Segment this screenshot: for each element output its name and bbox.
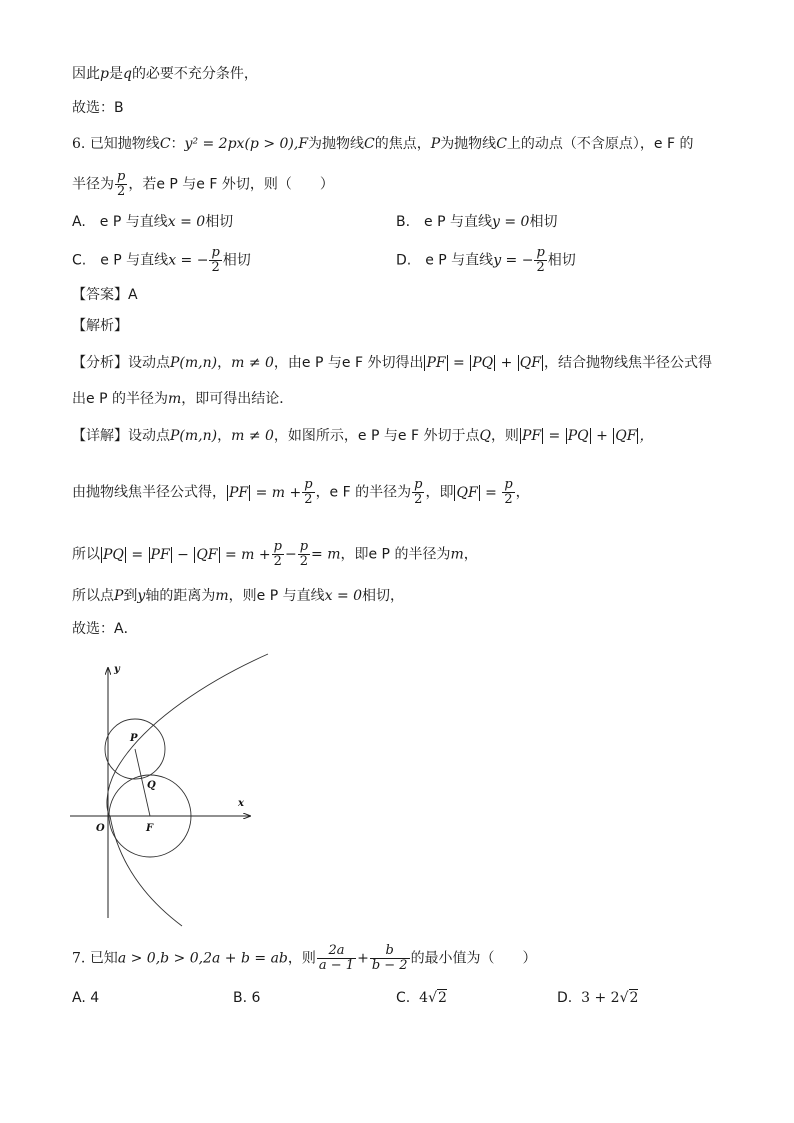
fraction-denominator: 2 <box>272 554 284 569</box>
q7-option-b: B. 6 <box>233 990 261 1006</box>
q6-text: ，若 <box>128 176 157 193</box>
q6-var: P <box>430 136 441 152</box>
label-x: x <box>238 798 244 809</box>
q6-text: e F 的 <box>653 136 694 152</box>
fenxi-label: 【分析】 <box>72 355 128 371</box>
fenxi-text: ，结合抛物线焦半径公式得 <box>543 355 712 371</box>
frac-p2 <box>298 540 310 569</box>
parabola-curve <box>107 654 268 926</box>
fenxi-text: 出e P 的半径为 <box>72 391 168 407</box>
option-equation: x = − <box>168 252 209 269</box>
xiangjie-line3 <box>72 540 478 569</box>
fenxi-line2 <box>72 389 293 409</box>
option-label: C. <box>396 990 411 1006</box>
option-text: 相切 <box>547 252 576 269</box>
xj-text: 所以 <box>72 546 100 563</box>
q6-text: 为抛物线 <box>440 136 497 152</box>
label-p: P <box>130 733 138 744</box>
fraction-numerator: p <box>273 539 282 554</box>
q7-option-a: A. 4 <box>72 990 100 1006</box>
answer-value: A <box>128 287 138 303</box>
xiangjie-line1 <box>72 426 653 446</box>
abs-pf: PF <box>229 484 249 501</box>
q6-text: 已知抛物线 <box>89 136 160 152</box>
q6-var: C <box>364 136 375 152</box>
xj-cond: m ≠ 0 <box>231 428 274 444</box>
q6-fraction <box>115 170 127 199</box>
q6-equation: y² = 2px(p > 0),F <box>184 136 309 152</box>
fraction-numerator: p <box>117 169 126 184</box>
frac-p2 <box>302 478 314 507</box>
xj-text: 到 <box>123 588 138 604</box>
fenxi-text: ，由e P 与e F 外切得出 <box>273 355 424 371</box>
fraction-denominator: 2 <box>412 492 424 507</box>
option-equation: y = 0 <box>492 214 530 230</box>
q7-option-c <box>396 988 447 1008</box>
xj-text: ，即 <box>425 484 454 501</box>
xj-var: y <box>137 588 146 604</box>
fraction-denominator: 2 <box>115 184 127 199</box>
xiangjie-line2 <box>72 478 530 507</box>
q6-text: 半径为 <box>72 176 114 193</box>
label-f: F <box>146 823 154 834</box>
q6-var: C <box>496 136 507 152</box>
plus-sign: + <box>357 950 369 967</box>
option-coef: 4 <box>419 990 429 1006</box>
answer-label: 【答案】 <box>72 287 128 303</box>
intro-text: 因此 <box>72 66 100 82</box>
fraction-numerator: p <box>299 539 309 554</box>
xj-var: P <box>114 588 124 604</box>
abs-pf: PF <box>150 546 170 563</box>
option-text: 相切 <box>205 214 234 230</box>
q7-option-d <box>557 988 638 1008</box>
xj-text: ，则 <box>490 428 519 444</box>
abs-pf: PF <box>426 355 446 371</box>
q7-fraction-1 <box>317 944 356 973</box>
q7-text: 的最小值为（ ） <box>410 950 537 967</box>
xj-text: ， <box>217 428 232 444</box>
fraction-numerator: b <box>385 943 394 958</box>
xj-var: m <box>450 546 464 563</box>
q7-equation: a > 0,b > 0,2a + b = ab <box>117 950 288 967</box>
q6-text: e P 与e F 外切，则（ ） <box>156 176 334 193</box>
xj-text: 相切， <box>362 588 405 604</box>
fraction-numerator: p <box>414 477 423 492</box>
abs-pq: PQ <box>567 428 589 444</box>
label-q: Q <box>147 780 156 791</box>
option-text: 相切 <box>529 214 558 230</box>
q6-stem-line1 <box>72 134 693 154</box>
xj-text: 所以点 <box>72 588 114 604</box>
eq-part: = m <box>311 546 341 563</box>
fraction-denominator: 2 <box>298 554 310 569</box>
sqrt-sign: √ <box>428 990 437 1006</box>
xj-equation <box>226 485 301 501</box>
intro-answer: 故选：B <box>72 100 124 116</box>
q6-text: 的焦点， <box>374 136 431 152</box>
intro-var-p: p <box>100 66 109 82</box>
intro-line <box>72 64 258 84</box>
fraction-numerator: p <box>504 477 513 492</box>
option-expr: 3 + 2 <box>581 990 620 1006</box>
option-text: 相切 <box>222 252 251 269</box>
answer-line <box>72 285 138 305</box>
q6-option-b <box>396 212 557 232</box>
abs-pq: PQ <box>103 546 124 563</box>
label-o: O <box>96 823 105 834</box>
fraction-denominator: 2 <box>302 492 314 507</box>
fraction-numerator: p <box>304 477 313 492</box>
xj-var: Q <box>479 428 491 444</box>
xj-text: ， <box>515 484 530 501</box>
fenxi-text: 设动点 <box>128 355 170 371</box>
xj-text: ，e F 的半径为 <box>315 484 412 501</box>
q6-var: C <box>159 136 171 152</box>
option-label: D. e P 与直线 <box>396 252 494 269</box>
q7-stem <box>72 944 537 973</box>
xiangjie-label: 【详解】 <box>72 428 128 444</box>
q6-text: 上的动点（不含原点）， <box>506 136 654 152</box>
fraction-numerator: 2a <box>328 943 345 958</box>
q7-text: ，则 <box>287 950 316 967</box>
q7-text: 已知 <box>89 950 118 967</box>
q6-text: ： <box>170 136 185 152</box>
xj-text: 轴的距离为 <box>145 588 216 604</box>
xj-text: 由抛物线焦半径公式得， <box>72 484 226 501</box>
q6-text: 为抛物线 <box>308 136 365 152</box>
fenxi-var: m <box>167 391 182 407</box>
fraction-numerator: p <box>211 245 220 260</box>
xiangjie-line4 <box>72 586 404 606</box>
q6-option-d <box>396 246 576 275</box>
q6-option-a <box>72 212 233 232</box>
xj-equation: PQ = PF − QF = m + <box>103 546 271 563</box>
fraction-denominator: 2 <box>209 260 221 275</box>
q6-stem-line2 <box>72 170 334 199</box>
fenxi-line1 <box>72 353 712 373</box>
fraction-denominator: 2 <box>502 492 514 507</box>
option-fraction <box>209 246 221 275</box>
intro-text: 的必要不充分条件， <box>131 66 258 82</box>
xj-var: m <box>215 588 229 604</box>
xj-text: 设动点 <box>128 428 170 444</box>
radicand: 2 <box>437 990 447 1006</box>
option-fraction <box>534 246 546 275</box>
xj-text: ， <box>463 546 478 563</box>
frac-p2 <box>412 478 424 507</box>
fenxi-cond: m ≠ 0 <box>231 355 274 371</box>
option-equation: x = 0 <box>167 214 206 230</box>
denominator-text: b − 2 <box>371 958 408 973</box>
xj-equation: PF = PQ + QF ， <box>521 428 654 444</box>
intro-text: 是 <box>108 66 123 82</box>
fraction-denominator: 2 <box>534 260 546 275</box>
abs-qf: QF <box>615 428 637 444</box>
abs-qf: QF <box>456 484 478 501</box>
xj-equation: QF = <box>456 484 502 501</box>
option-label: C. e P 与直线 <box>72 252 169 269</box>
fraction-denominator <box>370 958 410 973</box>
option-label: B. e P 与直线 <box>396 214 493 230</box>
eq-part: = m + <box>255 484 302 501</box>
denominator-text: a − 1 <box>318 958 355 973</box>
frac-p2 <box>502 478 514 507</box>
xj-text: ，则e P 与直线 <box>228 588 325 604</box>
xj-equation: x = 0 <box>324 588 363 604</box>
fraction-denominator <box>317 958 356 973</box>
fenxi-text: ，即可得出结论． <box>181 391 294 407</box>
abs-qf: QF <box>519 355 541 371</box>
option-label: A. e P 与直线 <box>72 214 168 230</box>
label-y: y <box>114 664 120 675</box>
abs-pq: PQ <box>472 355 494 371</box>
xj-point: P(m,n) <box>170 428 218 444</box>
q7-number: 7. <box>72 950 86 967</box>
choose-line: 故选：A． <box>72 621 138 637</box>
option-label: D. <box>557 990 573 1006</box>
radicand: 2 <box>629 990 639 1006</box>
xj-text: ，即e P 的半径为 <box>340 546 451 563</box>
abs-pf: PF <box>521 428 542 444</box>
analysis-label: 【解析】 <box>72 318 128 334</box>
fenxi-equation: PF = PQ + QF <box>426 355 541 371</box>
fenxi-point: P(m,n) <box>170 355 218 371</box>
frac-p2 <box>272 540 284 569</box>
fenxi-text: ， <box>217 355 232 371</box>
parabola-figure <box>64 650 284 930</box>
intro-var-q: q <box>122 66 132 82</box>
abs-qf: QF <box>196 546 218 563</box>
q6-number: 6. <box>72 136 86 152</box>
q6-option-c <box>72 246 251 275</box>
option-equation: y = − <box>493 252 534 269</box>
minus-sign: − <box>284 546 297 563</box>
fraction-numerator: p <box>536 245 545 260</box>
q7-fraction-2 <box>370 944 410 973</box>
sqrt-sign: √ <box>619 990 629 1006</box>
xj-text: ，如图所示，e P 与e F 外切于点 <box>273 428 480 444</box>
